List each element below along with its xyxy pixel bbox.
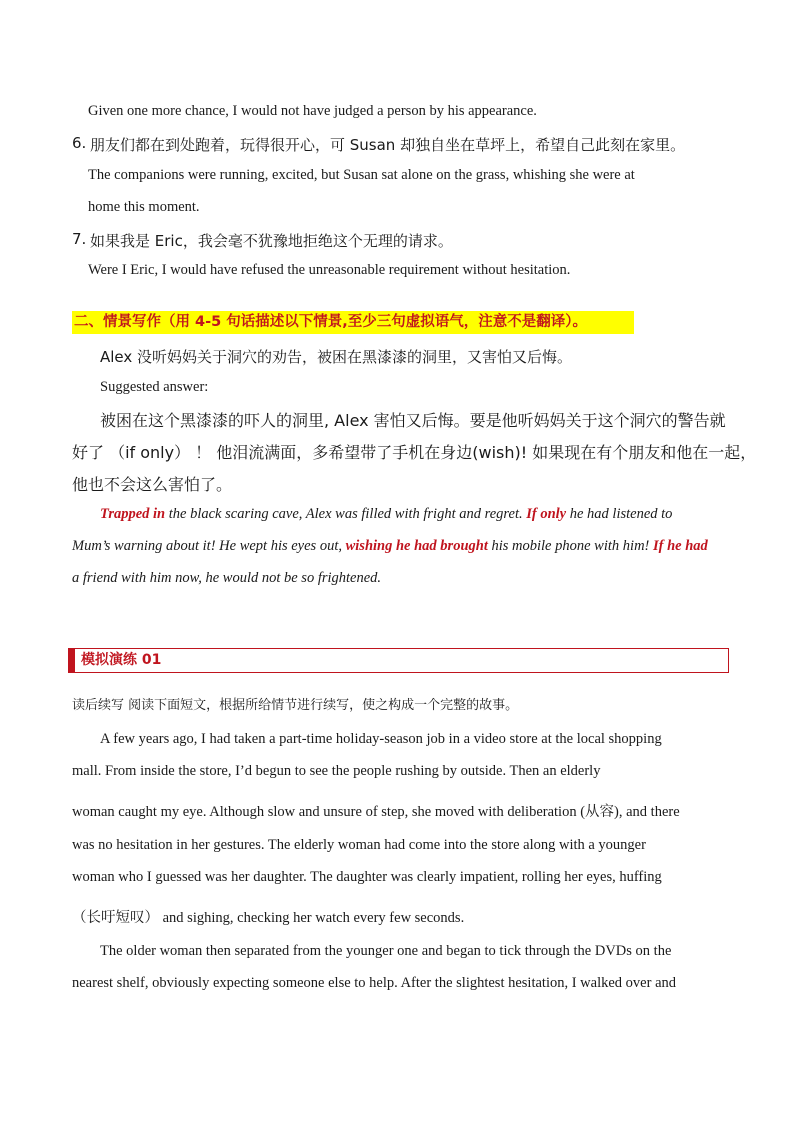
highlight-wishing: wishing he had brought	[345, 538, 488, 554]
item6-chinese: 朋友们都在到处跑着，玩得很开心，可 Susan 却独自坐在草坪上，希望自己此刻在家里。	[90, 136, 686, 154]
item6-translation-line1: The companions were running, excited, but Susan sat alone on the grass, whishing she were at	[88, 167, 635, 183]
passage-p1-line5: woman who I guessed was her daughter. The daughter was clearly impatient, rolling her eyes, huffing	[72, 869, 662, 885]
passage-p2-line2: nearest shelf, obviously expecting someone else to help. After the slightest hesitation, I walked over and	[72, 975, 677, 991]
item6-number: 6.	[72, 134, 87, 152]
section2-heading: 二、情景写作（用 4-5 句话描述以下情景,至少三句虚拟语气，注意不是翻译）。	[72, 311, 634, 334]
answer-text: he had listened to	[566, 506, 673, 522]
item7-translation: Were I Eric, I would have refused the unreasonable requirement without hesitation.	[88, 262, 571, 278]
passage-p2-line1: The older woman then separated from the younger one and began to tick through the DVDs on the	[100, 943, 672, 959]
answer-text: his mobile phone with him!	[487, 538, 653, 554]
answer-english-line2	[72, 538, 708, 555]
answer-english-line1	[100, 506, 672, 523]
answer-chinese-line1: 被困在这个黑漆漆的吓人的洞里, Alex 害怕又后悔。要是他听妈妈关于这个洞穴的警告就	[100, 411, 726, 430]
item6-translation-line2: home this moment.	[88, 199, 200, 215]
item7-number: 7.	[72, 230, 87, 248]
passage-p1-line4: was no hesitation in her gestures. The elderly woman had come into the store along with a younger	[72, 837, 646, 853]
answer-chinese-line3: 他也不会这么害怕了。	[72, 475, 233, 494]
scenario-prompt: Alex 没听妈妈关于洞穴的劝告，被困在黑漆漆的洞里，又害怕又后悔。	[100, 348, 573, 366]
mock-practice-header	[68, 648, 729, 673]
item5-translation: Given one more chance, I would not have judged a person by his appearance.	[88, 103, 537, 119]
answer-english-line3: a friend with him now, he would not be so frightened.	[72, 570, 382, 586]
answer-text: Mum’s warning about it! He wept his eyes out,	[72, 538, 346, 554]
answer-text: the black scaring cave, Alex was filled with fright and regret.	[165, 506, 527, 522]
highlight-if-only: If only	[526, 506, 567, 522]
continuation-instruction: 读后续写 阅读下面短文，根据所给情节进行续写，使之构成一个完整的故事。	[72, 698, 519, 713]
accent-bar	[69, 649, 75, 672]
item7-chinese: 如果我是 Eric，我会毫不犹豫地拒绝这个无理的请求。	[90, 232, 453, 250]
passage-p1-line1: A few years ago, I had taken a part-time holiday-season job in a video store at the local shopping	[100, 731, 662, 747]
highlight-trapped-in: Trapped in	[100, 506, 166, 522]
highlight-if-he-had: If he had	[653, 538, 708, 554]
passage-p1-line2: mall. From inside the store, I’d begun to see the people rushing by outside. Then an elderly	[72, 763, 601, 779]
passage-p1-line3: woman caught my eye. Although slow and unsure of step, she moved with deliberation (从容), and there	[72, 804, 680, 820]
mock-practice-title: 模拟演练 01	[81, 652, 162, 668]
answer-chinese-line2: 好了 （if only） ！ 他泪流满面，多希望带了手机在身边(wish)! 如果现在有个朋友和他在一起，	[72, 443, 757, 462]
passage-p1-line6: （长吁短叹） and sighing, checking her watch every few seconds.	[72, 910, 465, 926]
suggested-answer-label: Suggested answer:	[100, 379, 209, 395]
